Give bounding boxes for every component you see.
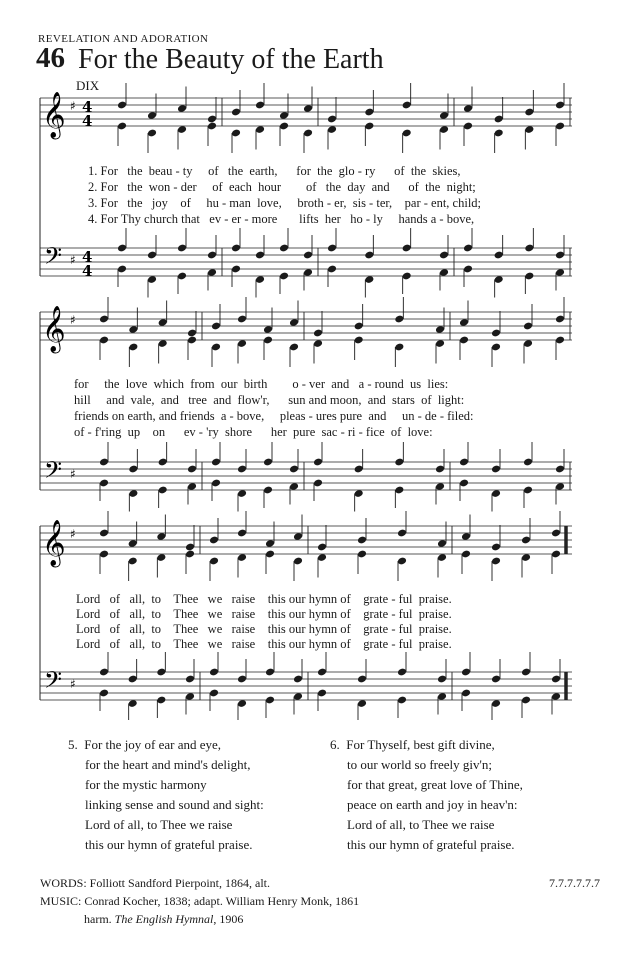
note-head xyxy=(156,696,166,705)
note-head xyxy=(521,668,531,677)
note-head xyxy=(494,129,504,138)
note-head xyxy=(128,557,138,566)
verse-line-s3-1: Lord of all, to Thee we raise this our hymn of grate - ful praise. xyxy=(76,592,452,606)
note-head xyxy=(555,315,565,324)
words-credit: WORDS: Folliott Sandford Pierpoint, 1864, alt. xyxy=(40,876,270,890)
note-head xyxy=(354,336,364,345)
note-head xyxy=(394,315,404,324)
bass-clef: 𝄢 xyxy=(44,666,63,699)
treble-clef: 𝄞 xyxy=(42,520,66,566)
stanza6-line-1: 6. For Thyself, best gift divine, xyxy=(330,737,495,752)
note-head xyxy=(177,272,187,281)
note-head xyxy=(524,244,534,253)
note-head xyxy=(437,675,447,684)
verse-line-s2-4: of - f'ring up on ev - 'ry shore her pure sac - ri - fice of love: xyxy=(74,425,433,439)
verse-line-s1-1: 1. For the beau - ty of the earth, for the glo - ry of the skies, xyxy=(88,164,461,178)
note-head xyxy=(357,675,367,684)
note-head xyxy=(207,122,217,131)
stanza6-line-5: Lord of all, to Thee we raise xyxy=(347,817,495,832)
note-head xyxy=(209,536,219,545)
note-head xyxy=(394,343,404,352)
note-head xyxy=(354,465,364,474)
note-head xyxy=(491,543,501,552)
note-head xyxy=(494,251,504,260)
treble-clef: 𝄞 xyxy=(42,306,66,352)
verse-line-s1-3: 3. For the joy of hu - man love, broth - er, sis - ter, par - ent, child; xyxy=(88,196,482,210)
time-signature-top: 4 xyxy=(82,98,93,116)
note-head xyxy=(364,251,374,260)
tune-name: DIX xyxy=(76,78,100,93)
note-head xyxy=(463,122,473,131)
note-head xyxy=(263,336,273,345)
note-head xyxy=(255,251,265,260)
note-head xyxy=(231,244,241,253)
music-credit: MUSIC: Conrad Kocher, 1838; adapt. William Henry Monk, 1861 xyxy=(40,894,360,908)
note-head xyxy=(211,458,221,467)
note-head xyxy=(211,322,221,331)
verse-line-s3-3: Lord of all, to Thee we raise this our hymn of grate - ful praise. xyxy=(76,622,452,636)
note-head xyxy=(551,529,561,538)
note-head xyxy=(265,668,275,677)
note-head xyxy=(99,458,109,467)
stanza6-line-3: for that great, great love of Thine, xyxy=(347,777,523,792)
note-head xyxy=(209,668,219,677)
note-head xyxy=(491,329,501,338)
note-head xyxy=(491,675,501,684)
bass-clef: 𝄢 xyxy=(44,242,63,275)
time-signature-bottom: 4 xyxy=(82,262,93,280)
note-head xyxy=(491,343,501,352)
note-head xyxy=(207,115,217,124)
note-head xyxy=(255,101,265,110)
verse-line-s2-1: for the love which from our birth o - ver and a - round us lies: xyxy=(74,377,449,391)
note-head xyxy=(394,458,404,467)
note-head xyxy=(461,668,471,677)
note-head xyxy=(397,557,407,566)
note-head xyxy=(459,479,469,488)
verse-line-s3-4: Lord of all, to Thee we raise this our hymn of grate - ful praise. xyxy=(76,637,452,651)
note-head xyxy=(524,272,534,281)
stanza5-line-2: for the heart and mind's delight, xyxy=(85,757,251,772)
key-signature-sharp: ♯ xyxy=(70,677,76,691)
stanza5-line-6: this our hymn of grateful praise. xyxy=(85,837,253,852)
note-head xyxy=(394,486,404,495)
note-head xyxy=(357,550,367,559)
note-head xyxy=(187,336,197,345)
note-head xyxy=(402,272,412,281)
key-signature-sharp: ♯ xyxy=(70,467,76,481)
note-head xyxy=(397,696,407,705)
note-head xyxy=(128,675,138,684)
note-head xyxy=(237,315,247,324)
note-head xyxy=(439,251,449,260)
note-head xyxy=(289,465,299,474)
bass-clef: 𝄢 xyxy=(44,456,63,489)
note-head xyxy=(117,122,127,131)
note-head xyxy=(551,675,561,684)
note-head xyxy=(99,479,109,488)
note-head xyxy=(117,101,127,110)
key-signature-sharp: ♯ xyxy=(70,313,76,327)
note-head xyxy=(521,696,531,705)
note-head xyxy=(187,465,197,474)
note-head xyxy=(313,479,323,488)
note-head xyxy=(185,675,195,684)
note-head xyxy=(397,529,407,538)
stanza6-line-4: peace on earth and joy in heav'n: xyxy=(347,797,518,812)
note-head xyxy=(128,343,138,352)
note-head xyxy=(211,479,221,488)
harmonization-credit xyxy=(84,912,243,927)
stanza5-line-1: 5. For the joy of ear and eye, xyxy=(68,737,222,752)
note-head xyxy=(293,557,303,566)
note-head xyxy=(555,101,565,110)
stanza5-line-4: linking sense and sound and sight: xyxy=(85,797,264,812)
stanza6-line-6: this our hymn of grateful praise. xyxy=(347,837,515,852)
note-head xyxy=(463,244,473,253)
note-head xyxy=(459,336,469,345)
note-head xyxy=(491,465,501,474)
key-signature-sharp: ♯ xyxy=(70,99,76,113)
note-head xyxy=(523,322,533,331)
note-head xyxy=(551,550,561,559)
section-heading: REVELATION AND ADORATION xyxy=(38,33,209,45)
note-head xyxy=(158,486,168,495)
note-head xyxy=(117,244,127,253)
note-head xyxy=(317,668,327,677)
treble-clef: 𝄞 xyxy=(42,92,66,138)
note-head xyxy=(459,458,469,467)
note-head xyxy=(491,557,501,566)
note-head xyxy=(354,322,364,331)
note-head xyxy=(303,251,313,260)
note-head xyxy=(265,550,275,559)
note-head xyxy=(231,108,241,117)
note-head xyxy=(237,675,247,684)
note-head xyxy=(303,129,313,138)
note-head xyxy=(494,115,504,124)
note-head xyxy=(231,265,241,274)
note-head xyxy=(293,675,303,684)
note-head xyxy=(177,244,187,253)
note-head xyxy=(523,458,533,467)
note-head xyxy=(555,122,565,131)
note-head xyxy=(555,336,565,345)
note-head xyxy=(279,244,289,253)
note-head xyxy=(402,101,412,110)
note-head xyxy=(237,465,247,474)
stanza5-line-3: for the mystic harmony xyxy=(85,777,207,792)
note-head xyxy=(231,129,241,138)
note-head xyxy=(289,343,299,352)
note-head xyxy=(461,550,471,559)
note-head xyxy=(117,265,127,274)
note-head xyxy=(461,689,471,698)
stanza5-line-5: Lord of all, to Thee we raise xyxy=(85,817,233,832)
note-head xyxy=(357,536,367,545)
note-head xyxy=(555,251,565,260)
note-head xyxy=(99,668,109,677)
note-head xyxy=(523,486,533,495)
stanza6-line-2: to our world so freely giv'n; xyxy=(347,757,492,772)
key-signature-sharp: ♯ xyxy=(70,527,76,541)
note-head xyxy=(209,557,219,566)
time-signature-bottom: 4 xyxy=(82,112,93,130)
note-head xyxy=(237,529,247,538)
note-head xyxy=(435,465,445,474)
note-head xyxy=(99,529,109,538)
note-head xyxy=(402,244,412,253)
verse-line-s2-2: hill and vale, and tree and flow'r, sun and moon, and stars of light: xyxy=(74,393,465,407)
note-head xyxy=(147,129,157,138)
note-head xyxy=(313,329,323,338)
time-signature-top: 4 xyxy=(82,248,93,266)
note-head xyxy=(209,689,219,698)
note-head xyxy=(263,458,273,467)
key-signature-sharp: ♯ xyxy=(70,253,76,267)
note-head xyxy=(327,265,337,274)
note-head xyxy=(279,122,289,131)
hymn-title: For the Beauty of the Earth xyxy=(78,44,384,75)
note-head xyxy=(524,108,534,117)
harm-source: The English Hymnal xyxy=(114,912,214,926)
note-head xyxy=(99,550,109,559)
verse-line-s1-2: 2. For the won - der of each hour of the day and of the night; xyxy=(88,180,476,194)
note-head xyxy=(99,315,109,324)
note-head xyxy=(364,122,374,131)
note-head xyxy=(156,668,166,677)
harm-suffix: , 1906 xyxy=(213,912,244,926)
note-head xyxy=(397,668,407,677)
note-head xyxy=(263,486,273,495)
note-head xyxy=(555,465,565,474)
note-head xyxy=(317,689,327,698)
note-head xyxy=(279,272,289,281)
note-head xyxy=(207,251,217,260)
note-head xyxy=(317,543,327,552)
meter: 7.7.7.7.7.7 xyxy=(549,876,600,890)
note-head xyxy=(327,115,337,124)
note-head xyxy=(211,343,221,352)
note-head xyxy=(402,129,412,138)
note-head xyxy=(185,543,195,552)
note-head xyxy=(185,550,195,559)
note-head xyxy=(265,696,275,705)
harm-prefix: harm. xyxy=(84,912,115,926)
note-head xyxy=(158,458,168,467)
verse-line-s3-2: Lord of all, to Thee we raise this our hymn of grate - ful praise. xyxy=(76,607,452,621)
note-head xyxy=(327,244,337,253)
note-head xyxy=(128,465,138,474)
note-head xyxy=(463,265,473,274)
note-head xyxy=(147,251,157,260)
note-head xyxy=(99,336,109,345)
note-head xyxy=(313,458,323,467)
note-head xyxy=(364,108,374,117)
verse-line-s1-4: 4. For Thy church that ev - er - more lifts her ho - ly hands a - bove, xyxy=(88,212,475,226)
note-head xyxy=(187,329,197,338)
note-head xyxy=(521,536,531,545)
note-head xyxy=(99,689,109,698)
verse-line-s2-3: friends on earth, and friends a - bove, pleas - ures pure and un - de - filed: xyxy=(74,409,474,423)
hymn-number: 46 xyxy=(36,42,65,74)
